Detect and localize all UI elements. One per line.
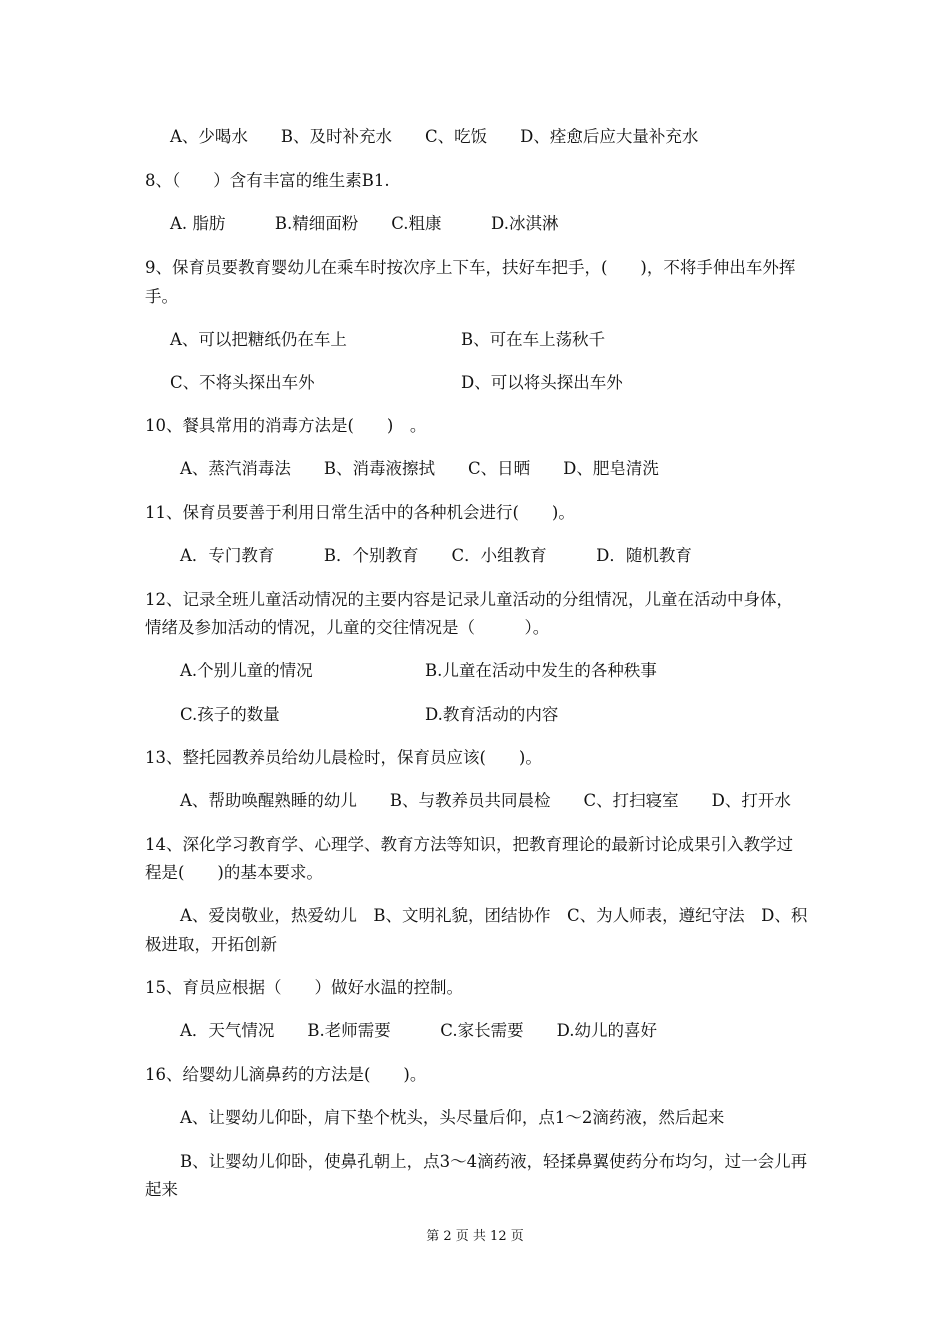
q12-option-b: B.儿童在活动中发生的各种秩事: [425, 661, 657, 680]
q9-stem-cont: 手。: [145, 287, 178, 306]
q8-options: A. 脂肪 B.精细面粉 C.粗康 D.冰淇淋: [170, 214, 559, 233]
q14-stem-cont: 程是( )的基本要求。: [145, 863, 323, 882]
q14-options: A、爱岗敬业，热爱幼儿 B、文明礼貌，团结协作 C、为人师表，遵纪守法 D、积: [180, 906, 808, 925]
q12-option-d: D.教育活动的内容: [425, 705, 559, 724]
q9-option-d: D、可以将头探出车外: [461, 373, 623, 392]
q14-options-cont: 极进取，开拓创新: [145, 935, 277, 954]
q16-option-b-cont: 起来: [145, 1180, 178, 1199]
q15-stem: 15、育员应根据（ ）做好水温的控制。: [145, 978, 463, 997]
q16-stem: 16、给婴幼儿滴鼻药的方法是( )。: [145, 1065, 427, 1084]
q16-option-b: B、让婴幼儿仰卧，使鼻孔朝上，点3～4滴药液，轻揉鼻翼使药分布均匀，过一会儿再: [180, 1152, 808, 1171]
q12-option-c: C.孩子的数量: [180, 705, 280, 724]
q13-stem: 13、整托园教养员给幼儿晨检时，保育员应该( )。: [145, 748, 542, 767]
q12-stem: 12、记录全班儿童活动情况的主要内容是记录儿童活动的分组情况，儿童在活动中身体，: [145, 590, 793, 609]
q11-stem: 11、保育员要善于利用日常生活中的各种机会进行( )。: [145, 503, 575, 522]
q16-option-a: A、让婴幼儿仰卧，肩下垫个枕头，头尽量后仰，点1～2滴药液，然后起来: [180, 1108, 725, 1127]
q10-stem: 10、餐具常用的消毒方法是( ) 。: [145, 416, 427, 435]
q8-stem: 8、（ ）含有丰富的维生素B1.: [145, 171, 390, 190]
page-footer: 第 2 页 共 12 页: [426, 1229, 524, 1244]
q12-option-a: A.个别儿童的情况: [180, 661, 313, 680]
q9-option-b: B、可在车上荡秋千: [461, 330, 606, 349]
q10-options: A、蒸汽消毒法 B、消毒液擦拭 C、日晒 D、肥皂清洗: [180, 459, 659, 478]
q14-stem: 14、深化学习教育学、心理学、教育方法等知识，把教育理论的最新讨论成果引入教学过: [145, 835, 793, 854]
q9-stem: 9、保育员要教育婴幼儿在乘车时按次序上下车，扶好车把手，( )，不将手伸出车外挥: [145, 258, 796, 277]
q15-options: A．天气情况 B.老师需要 C.家长需要 D.幼儿的喜好: [180, 1021, 657, 1040]
q13-options: A、帮助唤醒熟睡的幼儿 B、与教养员共同晨检 C、打扫寝室 D、打开水: [180, 791, 791, 810]
q9-option-a: A、可以把糖纸仍在车上: [170, 330, 347, 349]
q11-options: A．专门教育 B．个别教育 C．小组教育 D．随机教育: [180, 546, 692, 565]
q12-stem-cont: 情绪及参加活动的情况，儿童的交往情况是（ ）。: [145, 618, 550, 637]
q7-options: A、少喝水 B、及时补充水 C、吃饭 D、痊愈后应大量补充水: [170, 127, 699, 146]
q9-option-c: C、不将头探出车外: [170, 373, 315, 392]
